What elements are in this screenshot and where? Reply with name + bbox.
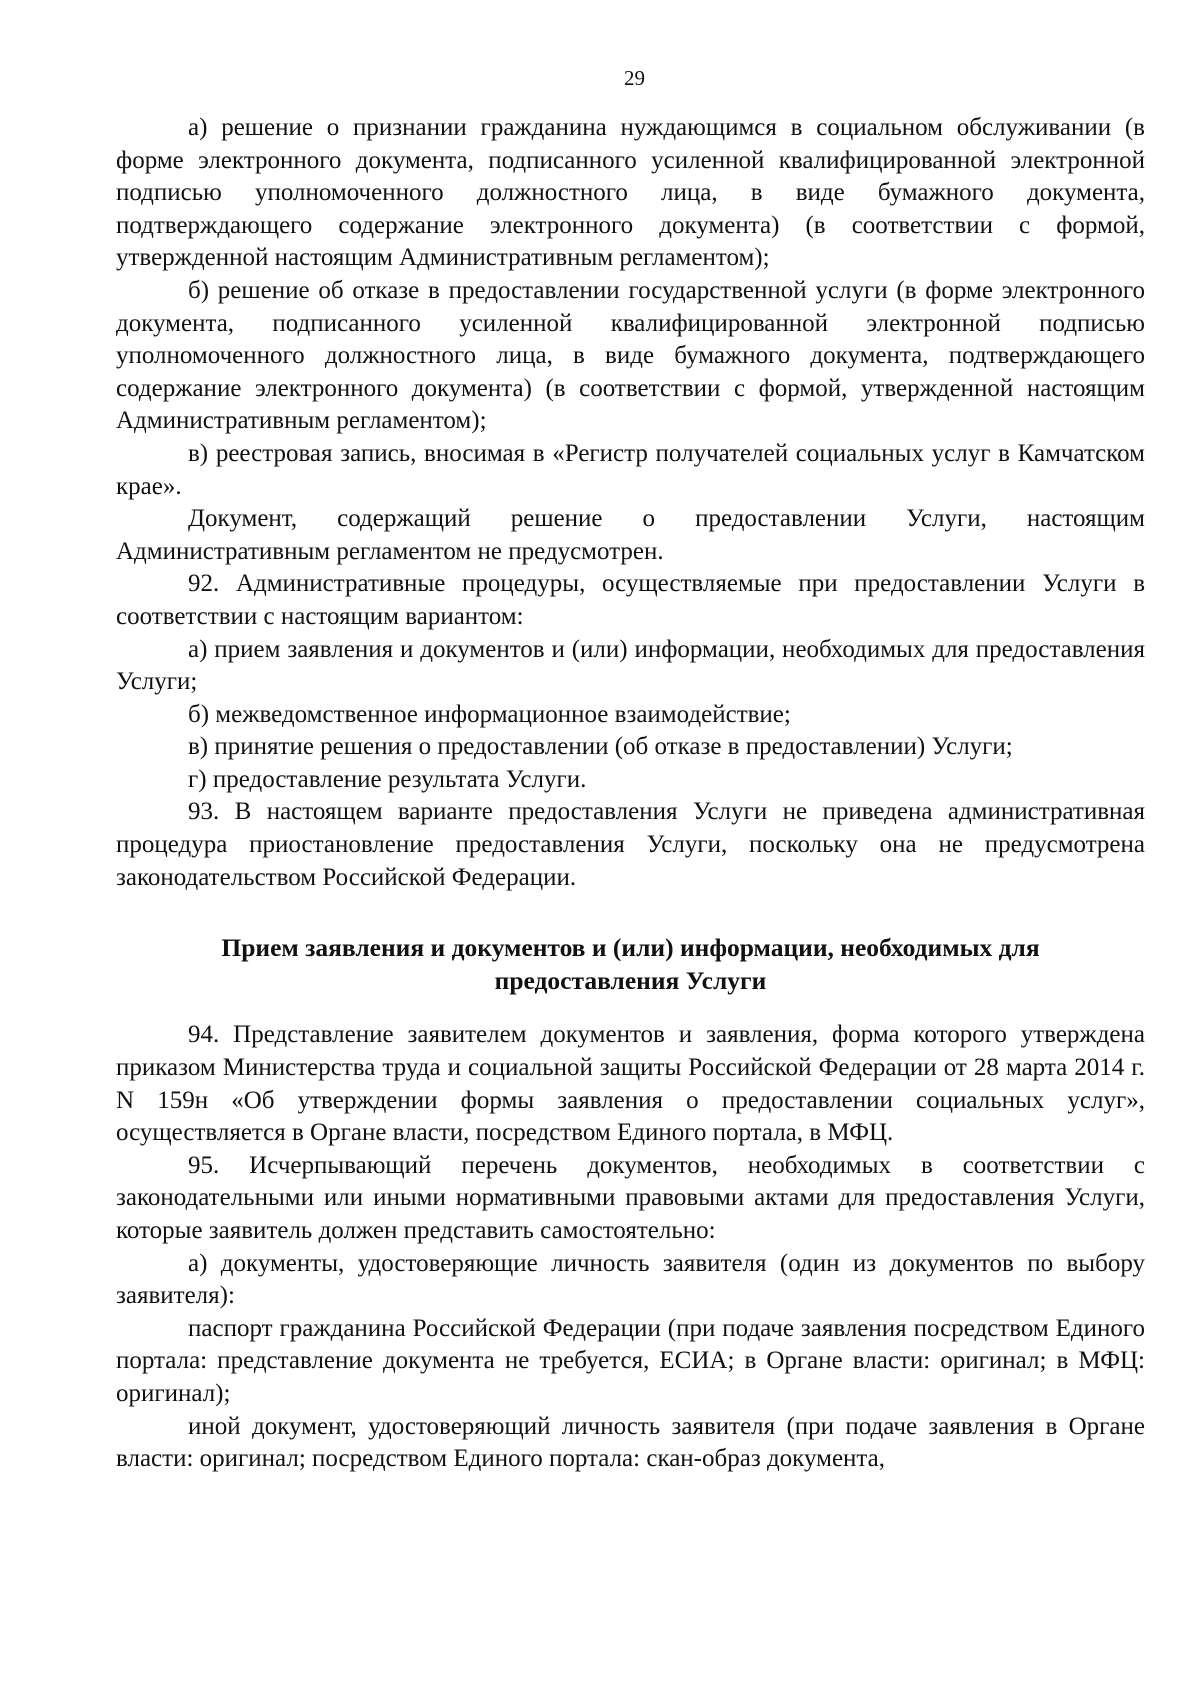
paragraph: в) принятие решения о предоставлении (об отказе в предоставлении) Услуги; bbox=[188, 733, 1013, 761]
section-heading: Прием заявления и документов и (или) информации, необходимых для предоставления Услуги bbox=[221, 933, 1040, 995]
paragraph: 93. В настоящем варианте предоставления Услуги не приведена административная процедура приостановление предоставления Услуги, поскольку она не предусмотрена законодательством Российской Федерации. bbox=[116, 798, 1145, 891]
paragraph: в) реестровая запись, вносимая в «Регистр получателей социальных услуг в Камчатском крае». bbox=[116, 439, 1145, 500]
paragraph: 94. Представление заявителем документов и заявления, форма которого утверждена приказом Министерства труда и социальной защиты Российской Федерации от 28 марта 2014 г. N 159н «Об утверждении формы заявления о предоставлении социальных услуг», осуществляется в Органе власти, посредством Единого портала, в МФЦ. bbox=[116, 1021, 1145, 1147]
paragraph: Документ, содержащий решение о предоставлении Услуги, настоящим Административным регламентом не предусмотрен. bbox=[116, 505, 1145, 565]
page-number: 29 bbox=[624, 66, 645, 90]
paragraph: б) межведомственное информационное взаимодействие; bbox=[188, 700, 791, 728]
paragraph: паспорт гражданина Российской Федерации (при подаче заявления посредством Единого портала: представление документа не требуется, ЕСИА; в Органе власти: оригинал; в МФЦ: оригинал); bbox=[116, 1314, 1145, 1407]
paragraph: б) решение об отказе в предоставлении государственной услуги (в форме электронного документа, подписанного усиленной квалифицированной электронной подписью уполномоченного должностного лица, в виде бумажного документа, подтверждающего содержание электронного документа) (в соответствии с формой, утвержденной настоящим Административным регламентом); bbox=[116, 276, 1145, 435]
paragraph: 95. Исчерпывающий перечень документов, необходимых в соответствии с законодательными или иными нормативными правовыми актами для предоставления Услуги, которые заявитель должен представить самостоятельно: bbox=[116, 1151, 1145, 1244]
paragraph: 92. Административные процедуры, осуществляемые при предоставлении Услуги в соответствии с настоящим вариантом: bbox=[116, 570, 1145, 630]
paragraph: а) решение о признании гражданина нуждающимся в социальном обслуживании (в форме электронного документа, подписанного усиленной квалифицированной электронной подписью уполномоченного должностного лица, в виде бумажного документа, подтверждающего содержание электронного документа) (в соответствии с формой, утвержденной настоящим Административным регламентом); bbox=[116, 114, 1145, 272]
paragraph: а) прием заявления и документов и (или) информации, необходимых для предоставления Услуги; bbox=[116, 635, 1145, 696]
paragraph: иной документ, удостоверяющий личность заявителя (при подаче заявления в Органе власти: оригинал; посредством Единого портала: скан-образ документа, bbox=[116, 1412, 1145, 1473]
paragraph: а) документы, удостоверяющие личность заявителя (один из документов по выбору заявителя): bbox=[116, 1249, 1145, 1310]
paragraph: г) предоставление результата Услуги. bbox=[188, 765, 587, 793]
